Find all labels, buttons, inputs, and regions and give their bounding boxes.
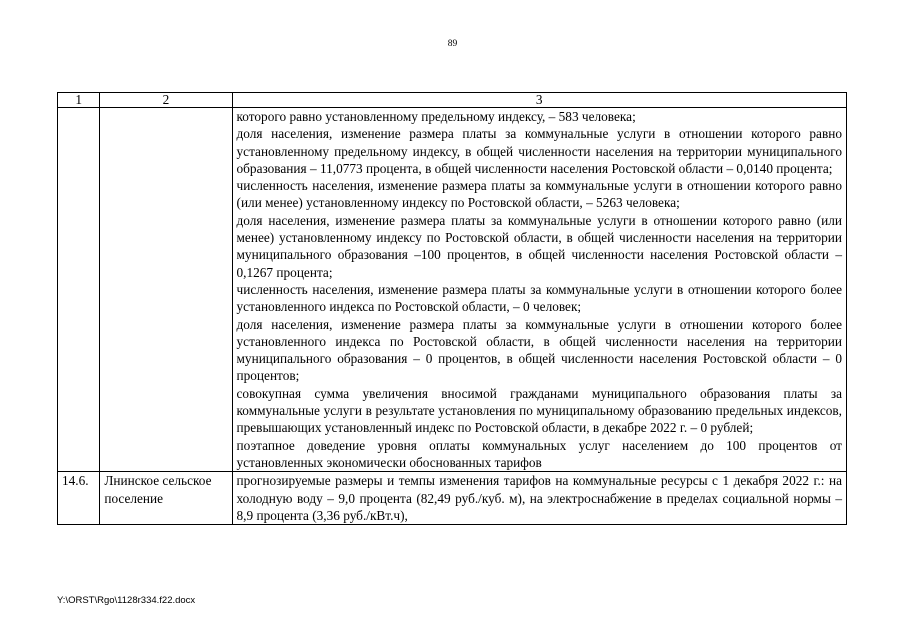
settlement-name-cell: Лнинское сельское поселение [100, 472, 232, 525]
paragraph: прогнозируемые размеры и темпы изменения тарифов на коммунальные ресурсы с 1 декабря 2022 г.: на холодную воду – 9,0 процента (82,49 руб./куб. м), на электроснабжение в пределах социальной нормы – 8,9 процента (3,36 руб./кВт.ч), [236, 473, 842, 523]
tariff-table [57, 92, 847, 525]
table-header-row [58, 93, 847, 108]
row-number-cell [58, 108, 100, 472]
column-header-1: 1 [58, 93, 100, 108]
paragraph: численность населения, изменение размера платы за коммунальные услуги в отношении которого равно (или менее) установленному индексу по Ростовской области, – 5263 человека; [236, 178, 842, 211]
indicators-cell [232, 108, 846, 472]
column-header-2: 2 [100, 93, 232, 108]
table-row [58, 472, 847, 525]
paragraph: доля населения, изменение размера платы за коммунальные услуги в отношении которого равно (или менее) установленному индексу по Ростовской области, в общей численности населения на территории муниципального образования –100 процентов, в общей численности населения Ростовской области – 0,1267 процента; [236, 212, 842, 280]
page-number: 89 [447, 39, 458, 49]
paragraph: доля населения, изменение размера платы за коммунальные услуги в отношении которого равно установленному предельному индексу, в общей численности населения на территории муниципального образования – 11,0773 процента, в общей численности населения Ростовской области – 0,0140 процента; [236, 126, 842, 176]
paragraph: поэтапное доведение уровня оплаты коммунальных услуг населением до 100 процентов от установленных экономически обоснованных тарифов [236, 437, 842, 470]
paragraph: доля населения, изменение размера платы за коммунальные услуги в отношении которого более установленного индекса по Ростовской области, в общей численности населения на территории муниципального образования – 0 процентов, в общей численности населения Ростовской области – 0 процентов; [236, 316, 842, 384]
paragraph: совокупная сумма увеличения вносимой гражданами муниципального образования платы за коммунальные услуги в результате установления по муниципальному образованию предельных индексов, превышающих установленный индекс по Ростовской области, в декабре 2022 г. – 0 рублей; [236, 385, 842, 436]
document-file-path: Y:\ORST\Rgo\1128r334.f22.docx [57, 595, 196, 606]
column-header-3: 3 [232, 93, 846, 108]
row-number-cell: 14.6. [58, 472, 100, 525]
paragraph: численность населения, изменение размера платы за коммунальные услуги в отношении которого более установленного индекса по Ростовской области, – 0 человек; [236, 281, 842, 315]
table-row [58, 108, 847, 472]
settlement-name-cell [100, 108, 232, 472]
paragraph: которого равно установленному предельному индексу, – 583 человека; [236, 109, 636, 124]
indicators-cell [232, 472, 846, 525]
